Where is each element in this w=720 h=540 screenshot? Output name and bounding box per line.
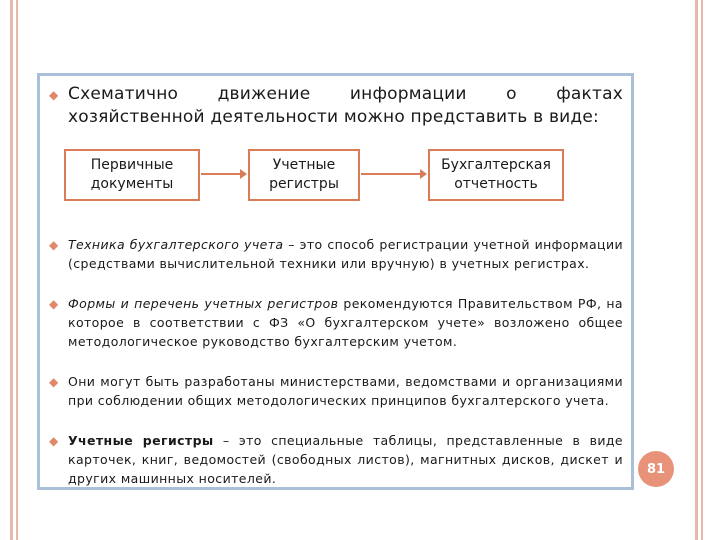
page-number-badge: 81 [638, 451, 674, 487]
slide-content-frame [37, 73, 634, 490]
flow-box-reporting: Бухгалтерская отчетность [428, 149, 564, 201]
diamond-bullet-icon: ◆ [49, 238, 59, 252]
item-text: Они могут быть разработаны министерствами, ведомствами и организациями при соблюдении общих методологических принципов бухгалтерского учета. [68, 374, 623, 408]
item-text: – это способ регистрации учетной информации (средствами вычислительной техники или вручную) в учетных регистрах. [68, 237, 623, 271]
flow-arrow-2 [361, 173, 425, 175]
bullet-item-accounting-registers [68, 431, 623, 488]
right-decor-rule-thin [701, 0, 703, 540]
flow-box-primary-documents: Первичные документы [64, 149, 200, 201]
left-decor-rule-thin [16, 0, 18, 540]
diamond-bullet-icon: ◆ [49, 375, 59, 389]
diamond-bullet-icon: ◆ [49, 297, 59, 311]
diamond-bullet-icon: ◆ [49, 88, 59, 102]
term-register-forms: Формы и перечень учетных регистров [68, 296, 339, 311]
bullet-item-register-forms [68, 294, 623, 351]
flow-box-registers: Учетные регистры [248, 149, 360, 201]
term-accounting-technique: Техника бухгалтерского учета [68, 237, 284, 252]
item-text: рекомендуются Правительством РФ, на которое в соответствии с ФЗ «О бухгалтерском учете» возложено общее методологическое руководство бухгалтерским учетом. [68, 296, 623, 349]
bullet-item-accounting-technique [68, 235, 623, 273]
right-decor-rule [695, 0, 698, 540]
left-decor-rule [10, 0, 13, 540]
intro-paragraph: Схематично движение информации о фактах хозяйственной деятельности можно представить в виде: [68, 84, 623, 127]
term-accounting-registers: Учетные регистры [68, 433, 214, 448]
bullet-item-development [68, 372, 623, 410]
item-text: – это специальные таблицы, представленные в виде карточек, книг, ведомостей (свободных листов), магнитных дисков, дискет и других машинных носителей. [68, 433, 623, 486]
diamond-bullet-icon: ◆ [49, 434, 59, 448]
flow-arrow-1 [201, 173, 245, 175]
